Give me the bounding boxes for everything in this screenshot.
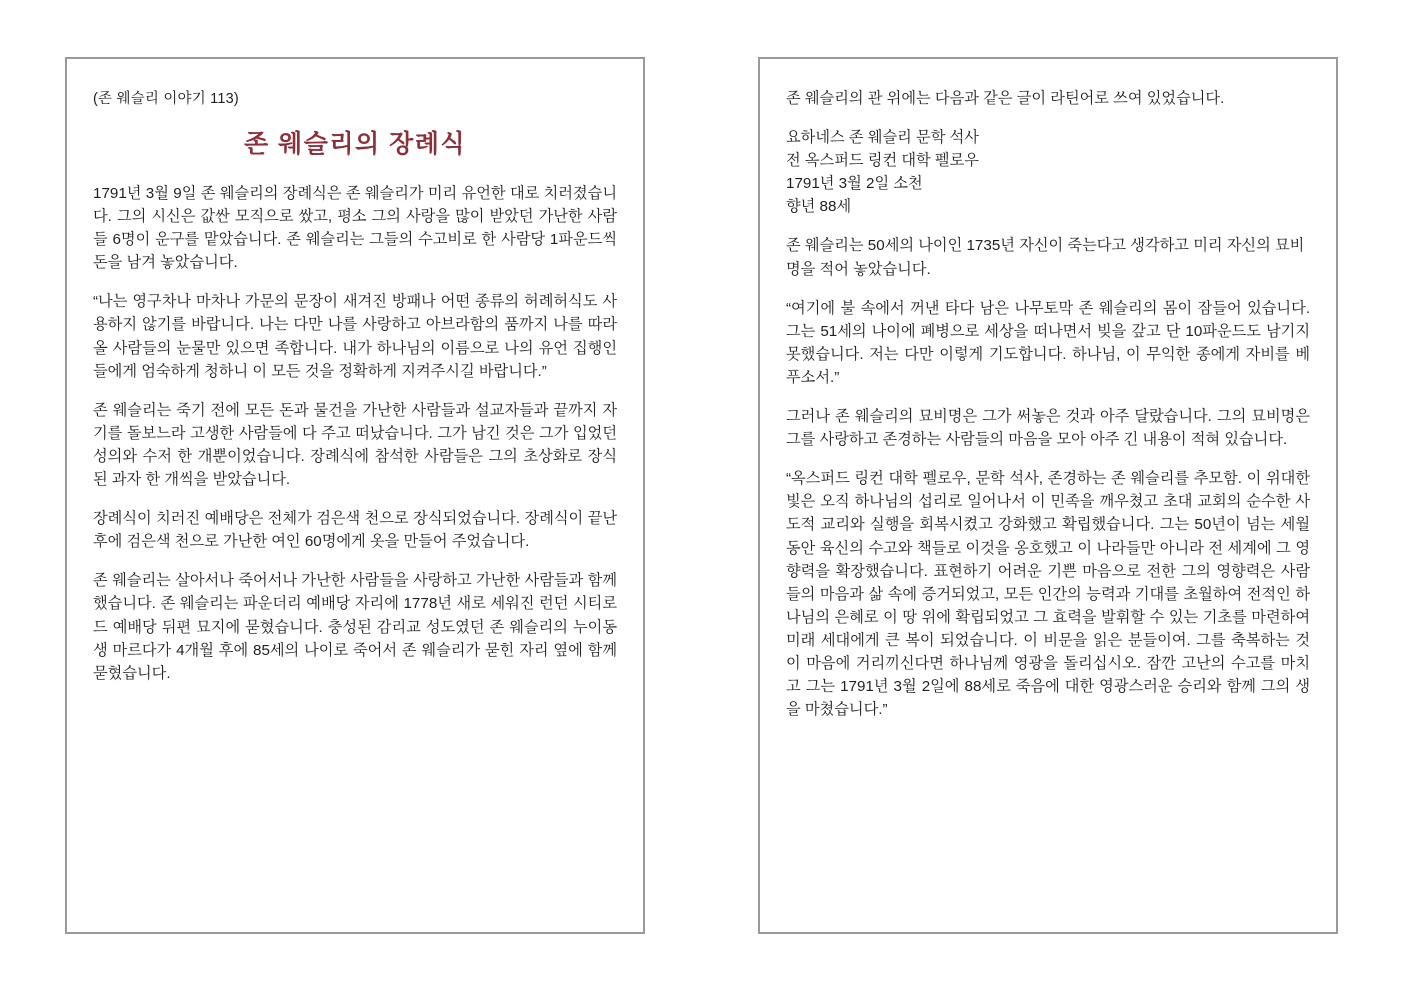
right-paragraph-1: 존 웨슬리는 50세의 나이인 1735년 자신이 죽는다고 생각하고 미리 자신의 묘비명을 적어 놓았습니다. (786, 237, 1305, 278)
epitaph-line-4: 향년 88세 (786, 198, 852, 216)
left-paragraph-2: “나는 영구차나 마차나 가문의 문장이 새겨진 방패나 어떤 종류의 허례허식도 사용하지 않기를 바랍니다. 나는 다만 나를 사랑하고 아브라함의 품까지 나를 따라 올 사람들의 눈물만 있으면 족합니다. 내가 하나님의 이름으로 나의 유언 집행인들에게 엄숙하게 청하니 이 모든 것을 정확하게 지켜주시길 바랍니다.” (93, 293, 617, 380)
left-paragraph-1: 1791년 3월 9일 존 웨슬리의 장례식은 존 웨슬리가 미리 유언한 대로 치러졌습니다. 그의 시신은 값싼 모직으로 쌌고, 평소 그의 사랑을 많이 받았던 가난한 사람들 6명이 운구를 맡았습니다. 존 웨슬리는 그들의 수고비로 한 사람당 1파운드씩 돈을 남겨 놓았습니다. (93, 185, 617, 272)
epitaph-line-3: 1791년 3월 2일 소천 (786, 175, 923, 193)
left-paragraph-3: 존 웨슬리는 죽기 전에 모든 돈과 물건을 가난한 사람들과 설교자들과 끝까지 자기를 돌보느라 고생한 사람들에 다 주고 떠났습니다. 그가 남긴 것은 그가 입었던 성의와 수저 한 개뿐이었습니다. 장례식에 참석한 사람들은 그의 초상화로 장식된 과자 한 개씩을 받았습니다. (93, 401, 617, 489)
right-paragraph-4: “옥스퍼드 링컨 대학 펠로우, 문학 석사, 존경하는 존 웨슬리를 추모함. 이 위대한 빛은 오직 하나님의 섭리로 일어나서 이 민족을 깨우쳤고 초대 교회의 순수한 사도적 교리와 실행을 회복시켰고 강화했고 확립했습니다. 그는 50년이 넘는 세월 동안 육신의 수고와 책들로 이것을 옹호했고 이 나라들만 아니라 전 세계에 그 영향력을 확장했습니다. 표현하기 어려운 기쁜 마음으로 전한 그의 영향력은 사람들의 마음과 삶 속에 증거되었고, 모든 인간의 능력과 기대를 초월하여 전적인 하나님의 은혜로 이 땅 위에 확립되었고 그 효력을 발휘할 수 있는 기초를 마련하여 미래 세대에게 큰 복이 되었습니다. 이 비문을 읽은 분들이여. 그를 축복하는 것이 마음에 거리끼신다면 하나님께 영광을 돌리십시오. 잠깐 고난의 수고를 마치고 그는 1791년 3월 2일에 88세로 죽음에 대한 영광스러운 승리와 함께 그의 생을 마쳤습니다.” (786, 470, 1310, 719)
coffin-epitaph-block (786, 126, 1310, 218)
epitaph-line-1: 요하네스 존 웨슬리 문학 석사 (786, 129, 979, 147)
page-title: 존 웨슬리의 장례식 (243, 130, 467, 158)
left-column (65, 57, 645, 934)
right-paragraph-2: “여기에 불 속에서 꺼낸 타다 남은 나무토막 존 웨슬리의 몸이 잠들어 있습니다. 그는 51세의 나이에 폐병으로 세상을 떠나면서 빚을 갚고 단 10파운드도 남기지 못했습니다. 저는 다만 이렇게 기도합니다. 하나님, 이 무익한 종에게 자비를 베푸소서.” (786, 299, 1310, 386)
series-tag: (존 웨슬리 이야기 113) (93, 91, 239, 107)
right-column (758, 57, 1338, 934)
left-paragraph-4: 장례식이 치러진 예배당은 전체가 검은색 천으로 장식되었습니다. 장례식이 끝난 후에 검은색 천으로 가난한 여인 60명에게 옷을 만들어 주었습니다. (93, 510, 617, 551)
left-paragraph-5: 존 웨슬리는 살아서나 죽어서나 가난한 사람들을 사랑하고 가난한 사람들과 함께 했습니다. 존 웨슬리는 파운더리 예배당 자리에 1778년 새로 세워진 런던 시티로드 예배당 뒤편 묘지에 묻혔습니다. 충성된 감리교 성도였던 존 웨슬리의 누이동생 마르다가 4개월 후에 85세의 나이로 죽어서 존 웨슬리가 묻힌 자리 옆에 함께 묻혔습니다. (93, 572, 617, 682)
right-paragraph-3: 그러나 존 웨슬리의 묘비명은 그가 써놓은 것과 아주 달랐습니다. 그의 묘비명은 그를 사랑하고 존경하는 사람들의 마음을 모아 아주 긴 내용이 적혀 있습니다. (786, 408, 1310, 449)
epitaph-line-2: 전 옥스퍼드 링컨 대학 펠로우 (786, 152, 979, 170)
right-intro-paragraph: 존 웨슬리의 관 위에는 다음과 같은 글이 라틴어로 쓰여 있었습니다. (786, 90, 1225, 107)
